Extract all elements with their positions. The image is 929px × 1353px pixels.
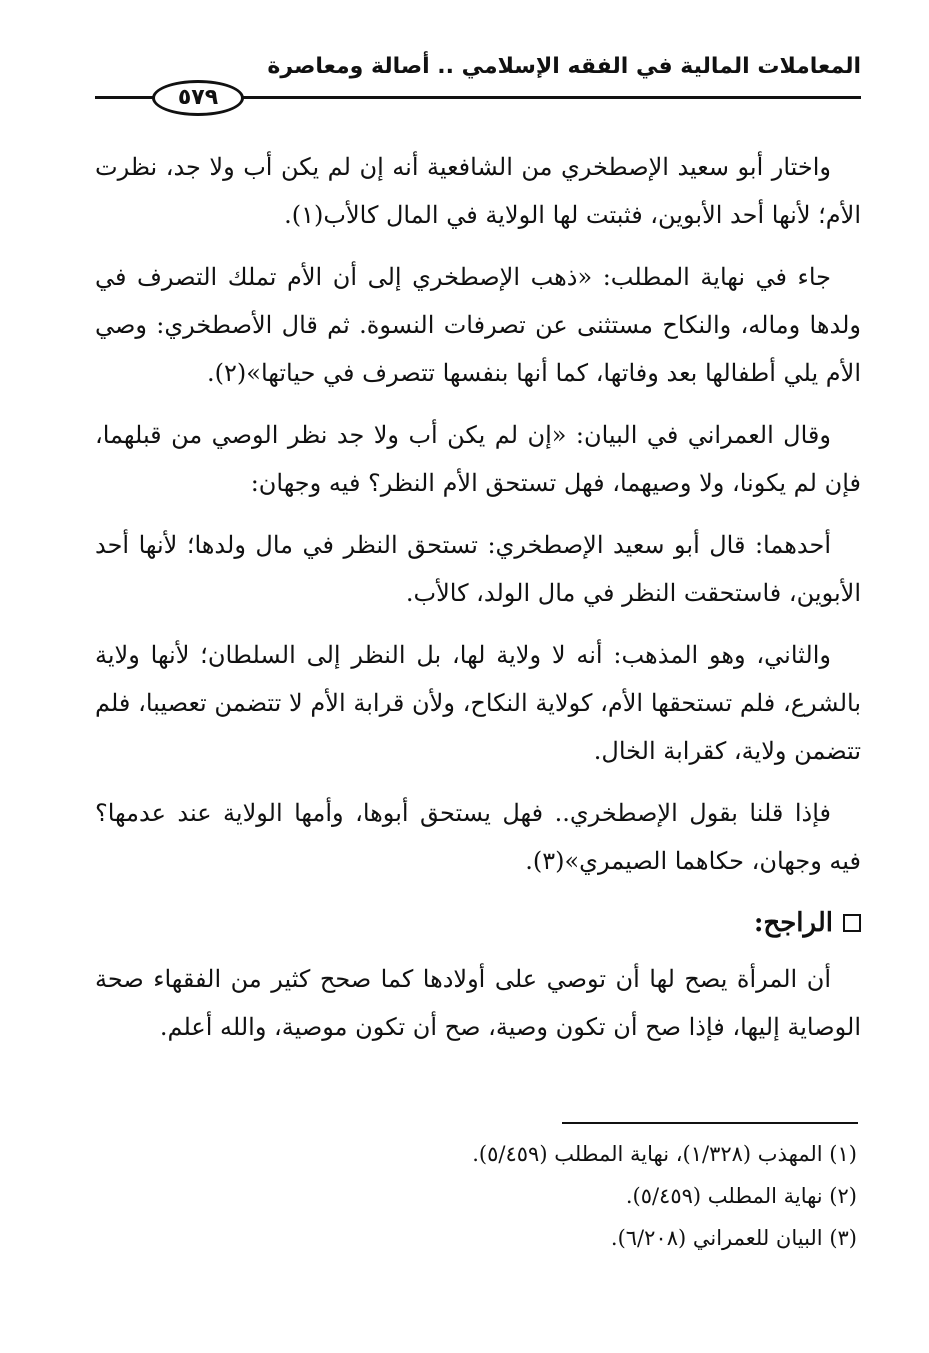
page-number: ٥٧٩ <box>152 80 244 116</box>
section-heading-label: الراجح: <box>753 908 833 938</box>
paragraph-second-view: والثاني، وهو المذهب: أنه لا ولاية لها، بل النظر إلى السلطان؛ لأنها ولاية بالشرع، فلم تستحقها الأم، كولاية النكاح، ولأن قرابة الأم لا تتضمن تعصيبا، فلم تتضمن ولاية، كقرابة الخال. <box>95 641 861 765</box>
footnote-3: (٣) البيان للعمراني (٦/٢٠٨). <box>610 1226 857 1250</box>
running-title: المعاملات المالية في الفقه الإسلامي .. أصالة ومعاصرة <box>267 54 861 79</box>
paragraph-nihayat-quote: جاء في نهاية المطلب: «ذهب الإصطخري إلى أن الأم تملك التصرف في ولدها وماله، والنكاح مستثنى عن تصرفات النسوة. ثم قال الأصطخري: وصي الأم يلي أطفالها بعد وفاتها، كما أنها بنفسها تتصرف في حياتها»(٢). <box>95 263 861 387</box>
section-heading <box>95 899 861 947</box>
paragraph-first-view: أحدهما: قال أبو سعيد الإصطخري: تستحق النظر في مال ولدها؛ لأنها أحد الأبوين، فاستحقت النظر في مال الولد، كالأب. <box>95 531 861 607</box>
footnote-1: (١) المهذب (١/٣٢٨)، نهاية المطلب (٥/٤٥٩). <box>472 1142 857 1166</box>
footnote-2: (٢) نهاية المطلب (٥/٤٥٩). <box>625 1184 857 1208</box>
paragraph-imrani-quote: وقال العمراني في البيان: «إن لم يكن أب ولا جد نظر الوصي من قبلهما، فإن لم يكونا، ولا وصيهما، فهل تستحق الأم النظر؟ فيه وجهان: <box>95 421 861 497</box>
footnotes <box>95 1133 857 1259</box>
square-bullet-icon <box>843 914 861 932</box>
main-text <box>95 143 861 1065</box>
paragraph-istakhri-choice: واختار أبو سعيد الإصطخري من الشافعية أنه إن لم يكن أب ولا جد، نظرت الأم؛ لأنها أحد الأبوين، فثبتت لها الولاية في المال كالأب(١). <box>95 153 861 229</box>
paragraph-grandparents: فإذا قلنا بقول الإصطخري.. فهل يستحق أبوها، وأمها الولاية عند عدمها؟ فيه وجهان، حكاهما الصيمري»(٣). <box>95 799 861 875</box>
footnote-rule <box>562 1122 858 1124</box>
paragraph-conclusion: أن المرأة يصح لها أن توصي على أولادها كما صحح كثير من الفقهاء صحة الوصاية إليها، فإذا صح أن تكون وصية، صح أن تكون موصية، والله أعلم. <box>95 965 861 1041</box>
